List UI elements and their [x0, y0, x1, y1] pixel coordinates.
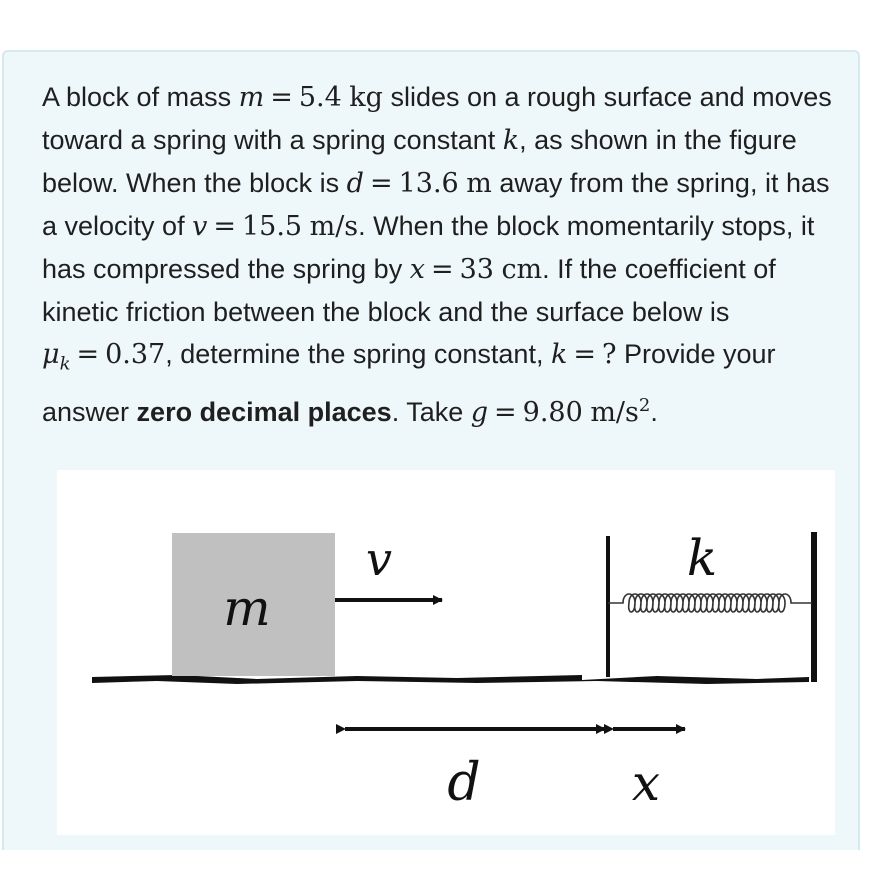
equals: =	[494, 397, 517, 429]
distance-unit: m	[466, 168, 492, 199]
velocity-value: 15.5	[241, 211, 303, 242]
text: away from the spring, it has a velocity of	[42, 168, 830, 241]
text: slides on a rough surface and moves toward a spring with a spring constant	[42, 82, 832, 155]
distance-symbol: d	[346, 168, 364, 199]
problem-statement	[42, 76, 832, 434]
text: , determine the spring constant,	[165, 339, 551, 369]
equals: =	[213, 211, 236, 242]
precision-instruction: zero decimal places	[136, 397, 392, 428]
gravity-unit: m/s	[590, 397, 639, 429]
equals: =	[573, 339, 596, 370]
friction-coefficient-value: 0.37	[105, 339, 166, 370]
compression-symbol: x	[409, 254, 425, 285]
text: . If the coefficient of kinetic friction between the block and the surface below is	[42, 254, 776, 327]
friction-subscript: k	[59, 353, 71, 375]
friction-coefficient-symbol: μ	[42, 339, 60, 370]
diagram-figure	[57, 470, 835, 835]
compression-value: 33	[459, 254, 494, 285]
spring-constant-label: k	[686, 529, 718, 587]
velocity-symbol: v	[192, 211, 208, 242]
mass-value: 5.4	[298, 82, 342, 113]
compression-unit: cm	[501, 254, 543, 285]
text: .	[650, 397, 658, 428]
gravity-value: 9.80	[522, 397, 583, 429]
spring	[608, 594, 812, 612]
equals: =	[430, 254, 454, 285]
unknown-mark: ?	[601, 339, 617, 370]
spring-constant-symbol: k	[502, 125, 520, 156]
equals: =	[270, 82, 293, 113]
block-spring-diagram	[57, 470, 835, 835]
text: A block of mass	[42, 82, 239, 112]
gravity-symbol: g	[470, 397, 489, 429]
distance-label: d	[447, 753, 481, 813]
distance-value: 13.6	[398, 168, 459, 199]
equals: =	[76, 339, 100, 370]
mass-label: m	[223, 579, 271, 637]
gravity-unit-exponent: 2	[638, 395, 651, 417]
text: , as shown in the figure below. When the block is	[42, 125, 797, 198]
spring-constant-symbol: k	[550, 339, 568, 370]
mass-symbol: m	[238, 82, 265, 113]
text: . When the block momentarily stops, it has compressed the spring by	[42, 211, 815, 284]
text: Provide your answer	[42, 339, 776, 428]
rough-surface	[92, 675, 809, 684]
velocity-label: v	[366, 532, 392, 586]
mass-unit: kg	[349, 82, 383, 113]
text: . Take	[391, 397, 471, 428]
equals: =	[369, 168, 393, 199]
compression-label: x	[631, 754, 661, 812]
velocity-unit: m/s	[309, 211, 359, 242]
